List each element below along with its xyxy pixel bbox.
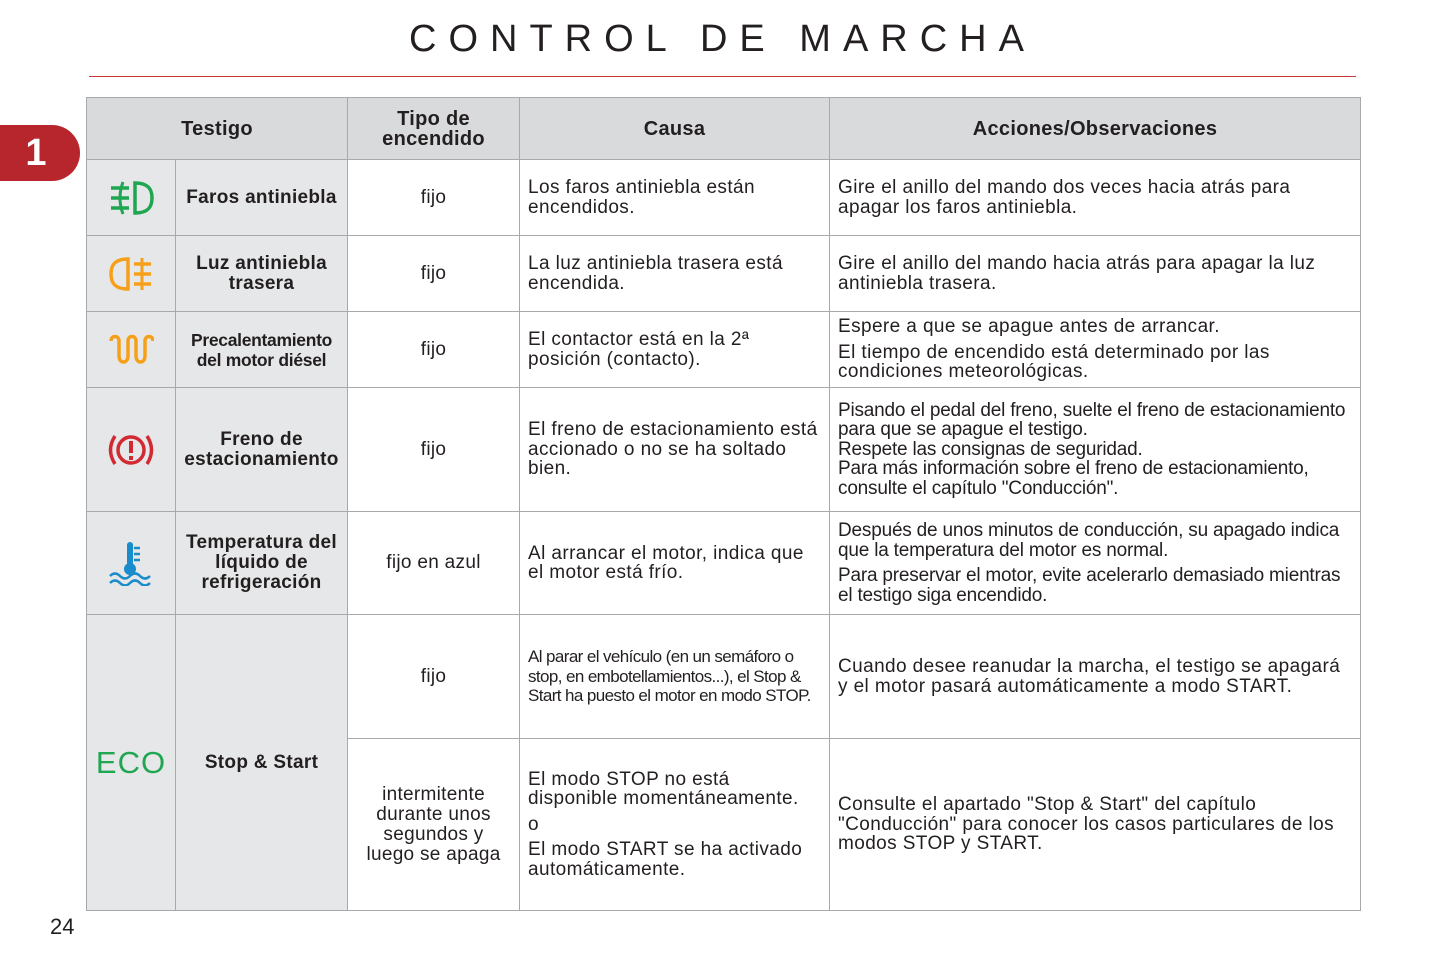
table-row [87, 312, 1361, 388]
coolant-temperature-icon [107, 540, 155, 586]
chapter-tab: 1 [0, 125, 80, 181]
indicator-table [86, 97, 1361, 911]
indicator-name: Faros antiniebla [176, 160, 348, 236]
action-text: Para más información sobre el freno de estacionamiento, consulte el capítulo "Conducción". [838, 458, 1309, 499]
cause-text: o [528, 813, 539, 835]
icon-cell [87, 312, 176, 388]
indicator-name: Luz antiniebla trasera [176, 236, 348, 312]
indicator-name: Freno de estacionamiento [176, 388, 348, 512]
table-header-row [87, 98, 1361, 160]
indicator-type: fijo [348, 160, 520, 236]
action-text: Después de unos minutos de conducción, su apagado indica que la temperatura del motor es normal. [838, 520, 1340, 561]
cause-text: El modo STOP no está disponible momentáneamente. [528, 768, 799, 810]
page-title: CONTROL DE MARCHA [409, 18, 1036, 60]
indicator-name: Precalentamiento del motor diésel [176, 312, 348, 388]
action-text: Gire el anillo del mando dos veces hacia atrás para apagar los faros antiniebla. [838, 177, 1291, 218]
action-text: El tiempo de encendido está determinado por las condiciones meteorológicas. [838, 341, 1270, 383]
glow-plug-icon [108, 334, 154, 366]
indicator-action [830, 236, 1361, 312]
icon-cell [87, 512, 176, 615]
indicator-type: fijo [348, 615, 520, 739]
action-text: Pisando el pedal del freno, suelte el freno de estacionamiento para que se apague el testigo. [838, 399, 1346, 441]
action-text: Para preservar el motor, evite acelerarlo demasiado mientras el testigo siga encendido. [838, 565, 1341, 606]
eco-icon: ECO [95, 744, 167, 780]
header-tipo: Tipo de encendido [348, 98, 520, 160]
header-causa: Causa [520, 98, 830, 160]
front-fog-lamp-icon [107, 178, 155, 218]
indicator-cause: La luz antiniebla trasera está encendida. [520, 236, 830, 312]
indicator-name: Temperatura del líquido de refrigeración [176, 512, 348, 615]
indicator-cause: Al parar el vehículo (en un semáforo o stop, en embotellamientos...), el Stop & Start ha puesto el motor en modo STOP. [520, 615, 830, 739]
indicator-type: fijo [348, 312, 520, 388]
indicator-type: fijo en azul [348, 512, 520, 615]
indicator-type: fijo [348, 388, 520, 512]
page-number: 24 [50, 914, 75, 939]
table-row [87, 615, 1361, 739]
parking-brake-icon [106, 430, 156, 470]
icon-cell [87, 388, 176, 512]
indicator-cause: Los faros antiniebla están encendidos. [520, 160, 830, 236]
table-row [87, 236, 1361, 312]
indicator-cause: El contactor está en la 2ª posición (contacto). [520, 312, 830, 388]
indicator-action: Cuando desee reanudar la marcha, el testigo se apagará y el motor pasará automáticamente a modo START. [830, 615, 1361, 739]
action-text: Espere a que se apague antes de arrancar. [838, 316, 1220, 338]
header-testigo: Testigo [87, 98, 348, 160]
indicator-cause: Al arrancar el motor, indica que el motor está frío. [520, 512, 830, 615]
table-row [87, 160, 1361, 236]
rear-fog-lamp-icon [108, 254, 154, 294]
cause-text: El modo START se ha activado automáticamente. [528, 839, 803, 880]
indicator-action: Consulte el apartado "Stop & Start" del capítulo "Conducción" para conocer los casos particulares de los modos STOP y START. [830, 739, 1361, 911]
icon-cell [87, 615, 176, 911]
indicator-type: fijo [348, 236, 520, 312]
indicator-action [830, 160, 1361, 236]
indicator-cause: El freno de estacionamiento está accionado o no se ha soltado bien. [520, 388, 830, 512]
indicator-action [830, 388, 1361, 512]
indicator-name: Stop & Start [176, 615, 348, 911]
icon-cell [87, 160, 176, 236]
action-text: Gire el anillo del mando hacia atrás para apagar la luz antiniebla trasera. [838, 253, 1316, 294]
table-row [87, 512, 1361, 615]
action-text: Respete las consignas de seguridad. [838, 438, 1143, 460]
indicator-action [830, 312, 1361, 388]
icon-cell [87, 236, 176, 312]
table-row [87, 388, 1361, 512]
indicator-action [830, 512, 1361, 615]
indicator-type: intermitente durante unos segundos y luego se apaga [348, 739, 520, 911]
header-acciones: Acciones/Observaciones [830, 98, 1361, 160]
title-divider [89, 76, 1356, 77]
indicator-cause [520, 739, 830, 911]
